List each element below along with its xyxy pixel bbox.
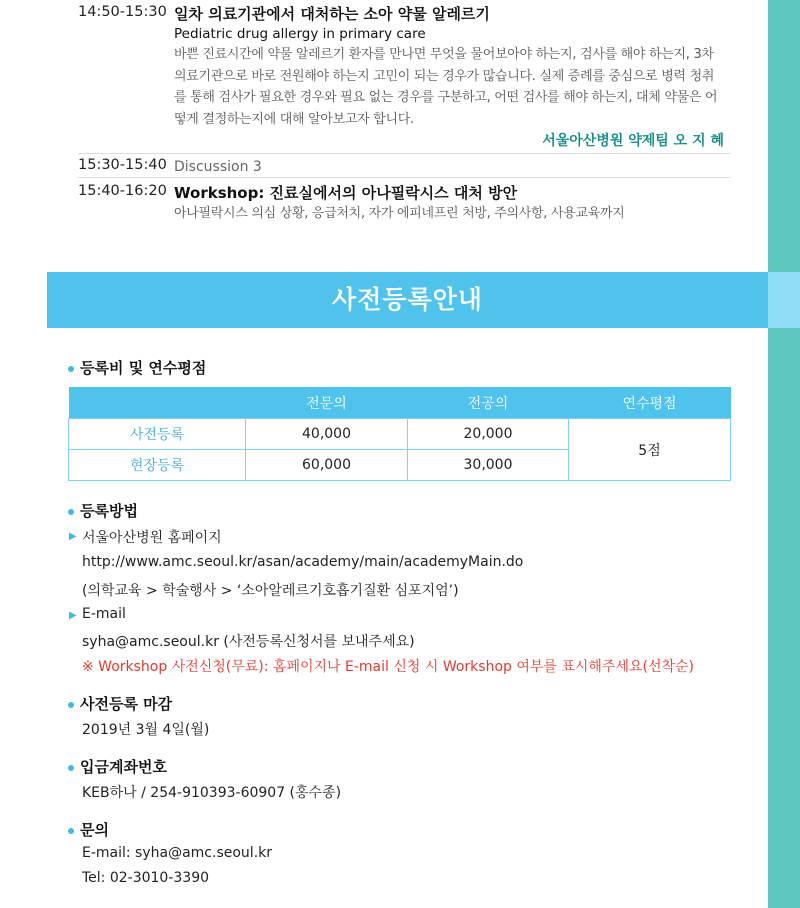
fee-cell: 40,000 [246, 419, 408, 450]
web-label: 서울아산병원 홈페이지 [82, 530, 222, 546]
registration-heading: 등록방법 [68, 500, 138, 521]
side-rail [768, 0, 800, 908]
table-header: 전문의 [246, 387, 408, 419]
session-title: Discussion 3 [174, 159, 262, 175]
registration-url[interactable]: http://www.amc.seoul.kr/asan/academy/main/academyMain.do [82, 554, 524, 570]
session-description: 바쁜 진료시간에 약물 알레르기 환자를 만나면 무엇을 물어보아야 하는지, 검사를 해야 하는지, 3차 의료기관으로 바로 전원해야 하는지 고민이 되는 경우가 많습니다. 실제 증례를 중심으로 병력 청취를 통해 검사가 필요한 경우와 필요 없는 경우를 구분하고, 어떤 검사를 해야 하는지, 대체 약물은 어떻게 결정하는지에 대해 알아보고자 합니다. [174, 47, 718, 127]
table-header-row [69, 387, 731, 419]
session-description: 아나필락시스 의심 상황, 응급처치, 자가 에피네프린 처방, 주의사항, 사용교육까지 [174, 206, 625, 221]
bullet-icon [68, 828, 74, 834]
fee-cell: 20,000 [408, 419, 569, 450]
table-header: 전공의 [408, 387, 569, 419]
session-speaker: 서울아산병원 약제팀 오 지 혜 [542, 133, 724, 149]
bullet-icon [68, 702, 74, 708]
arrow-right-icon: ▶ [69, 610, 77, 621]
contact-heading: 문의 [68, 819, 109, 840]
table-row [69, 419, 731, 450]
bullet-icon [68, 765, 74, 771]
row-label: 사전등록 [69, 419, 246, 450]
contact-email[interactable]: E-mail: syha@amc.seoul.kr [82, 845, 273, 861]
fees-heading: 등록비 및 연수평점 [68, 357, 206, 378]
schedule-time: 15:30-15:40 [78, 157, 167, 173]
table-header: 연수평점 [569, 387, 731, 419]
session-title: 일차 의료기관에서 대처하는 소아 약물 알레르기 [174, 5, 490, 23]
fee-table [68, 387, 731, 481]
credit-cell: 5점 [569, 419, 731, 481]
fee-cell: 60,000 [246, 450, 408, 481]
registration-path: (의학교육 > 학술행사 > ‘소아알레르기호흡기질환 심포지엄’) [82, 583, 459, 599]
divider [78, 177, 730, 178]
workshop-note: ※ Workshop 사전신청(무료): 홈페이지나 E-mail 신청 시 Workshop 여부를 표시해주세요(선착순) [82, 659, 695, 675]
table-header [69, 387, 246, 419]
session-title: Workshop: 진료실에서의 아나필락시스 대처 방안 [174, 184, 518, 202]
divider [78, 153, 730, 154]
registration-banner [47, 272, 768, 328]
bullet-icon [68, 366, 74, 372]
deadline-heading: 사전등록 마감 [68, 693, 172, 714]
arrow-right-icon: ▶ [69, 531, 77, 542]
contact-tel[interactable]: Tel: 02-3010-3390 [82, 870, 210, 886]
schedule-time: 14:50-15:30 [78, 4, 167, 20]
bullet-icon [68, 509, 74, 515]
row-label: 현장등록 [69, 450, 246, 481]
fee-cell: 30,000 [408, 450, 569, 481]
deadline-value: 2019년 3월 4일(월) [82, 722, 210, 738]
banner-title: 사전등록안내 [332, 285, 483, 314]
email-label: E-mail [82, 606, 126, 622]
email-line[interactable]: syha@amc.seoul.kr (사전등록신청서를 보내주세요) [82, 634, 415, 650]
account-value: KEB하나 / 254-910393-60907 (홍수종) [82, 785, 342, 801]
account-heading: 입금계좌번호 [68, 756, 167, 777]
schedule-time: 15:40-16:20 [78, 183, 167, 199]
side-rail-accent [768, 272, 800, 328]
session-title-en: Pediatric drug allergy in primary care [174, 26, 426, 42]
